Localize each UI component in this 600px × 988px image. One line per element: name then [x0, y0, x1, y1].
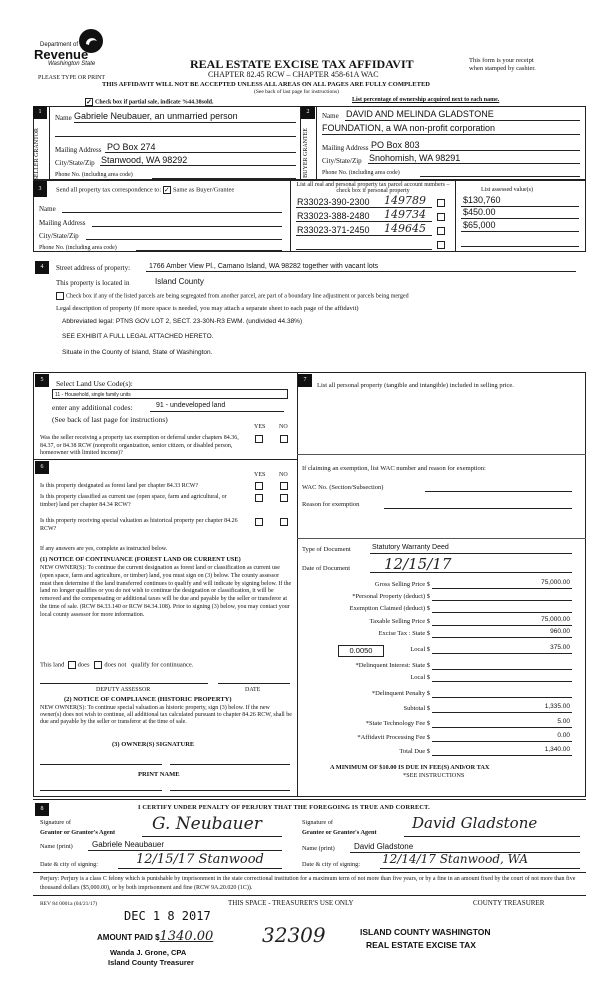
corr-phone-label: Phone No. (including area code) — [39, 245, 117, 251]
amount-value[interactable]: 5.00 — [557, 718, 570, 725]
personal-property-checkbox[interactable] — [437, 241, 445, 249]
seller-mailing-label: Mailing Address — [55, 146, 102, 154]
reason-field[interactable] — [384, 508, 572, 509]
historic-question: Is this property receiving special valuation as historical property per chapter 84.26 RCW? — [40, 518, 238, 532]
additional-codes-label: enter any additional codes: — [52, 403, 133, 412]
grantee-date-city[interactable]: 12/14/17 Stanwood, WA — [382, 852, 529, 866]
current-use-no-checkbox[interactable] — [280, 494, 288, 502]
local-rate[interactable]: 0.0050 — [338, 645, 384, 657]
owner-print-name-1[interactable] — [40, 790, 162, 791]
stamp-tax: REAL ESTATE EXCISE TAX — [366, 940, 476, 950]
located-label: This property is located in — [56, 279, 130, 287]
no-header: NO — [279, 424, 288, 430]
exemption-no-checkbox[interactable] — [280, 435, 288, 443]
section-1-number: 1 — [33, 106, 47, 119]
amount-value[interactable]: 375.00 — [550, 644, 570, 651]
buyer-name-line1[interactable]: DAVID AND MELINDA GLADSTONE — [346, 109, 494, 119]
amount-label: *State Technology Fee $ — [365, 720, 430, 727]
notice-continuance-title: (1) NOTICE OF CONTINUANCE (FOREST LAND OR CURRENT USE) — [40, 556, 241, 563]
land-use-label: Select Land Use Code(s): — [56, 379, 133, 388]
continuance-options: This land does does not qualify for continuance. — [40, 661, 194, 669]
grantee-name[interactable]: David Gladstone — [354, 842, 414, 851]
doc-date-label: Date of Document — [302, 565, 351, 572]
street-address[interactable]: 1766 Amber View Pl., Camano Island, WA 98282 together with vacant lots — [149, 263, 379, 270]
seller-city-label: City/State/Zip — [55, 159, 95, 167]
form-title: REAL ESTATE EXCISE TAX AFFIDAVIT — [190, 57, 414, 71]
form-number: REV 84 0001a (04/21/17) — [40, 901, 98, 907]
stamp-treasurer-name: Wanda J. Grone, CPA — [110, 948, 187, 957]
personal-property-checkbox[interactable] — [437, 227, 445, 235]
does-not-checkbox[interactable] — [94, 661, 102, 669]
section-7-number: 7 — [298, 374, 312, 387]
stamp-amount: AMOUNT PAID $1340.00 — [97, 929, 214, 944]
assessed-value[interactable]: $450.00 — [463, 207, 496, 217]
parcel-handwritten: 149734 — [384, 208, 426, 221]
grantee-sig-label-1: Signature of — [302, 819, 333, 826]
receipt-note-1: This form is your receipt — [469, 57, 534, 64]
exemption-question: Was the seller receiving a property tax exemption or deferral under chapters 84.36, 84.37, or 84.38 RCW (nonprofit organization, senior citizen, or disabled person, homeowner with limited income)? — [40, 435, 239, 456]
assessor-date-label: DATE — [245, 687, 261, 693]
buyer-mailing-label: Mailing Address — [322, 144, 369, 152]
type-or-print: PLEASE TYPE OR PRINT — [38, 75, 106, 81]
parcel-handwritten: 149789 — [384, 194, 426, 207]
wac-label: WAC No. (Section/Subsection) — [302, 484, 384, 491]
seller-name-label: Name — [55, 114, 72, 122]
parcel-handwritten: 149645 — [384, 222, 426, 235]
personal-property-label: List all personal property (tangible and intangible) included in selling price. — [317, 382, 514, 389]
amount-value[interactable]: 1,340.00 — [544, 746, 570, 753]
amount-label: Exemption Claimed (deduct) $ — [349, 605, 430, 612]
seller-mailing[interactable]: PO Box 274 — [107, 142, 156, 152]
corr-city-label: City/State/Zip — [39, 232, 79, 240]
agency-line1: Department of — [40, 42, 79, 48]
section-2-number: 2 — [301, 106, 315, 119]
see-instructions-note: *SEE INSTRUCTIONS — [403, 772, 465, 779]
deputy-assessor-label: DEPUTY ASSESSOR — [96, 687, 151, 693]
amount-value[interactable]: 960.00 — [550, 628, 570, 635]
no-header: NO — [279, 472, 288, 478]
receipt-number: 32309 — [262, 923, 326, 947]
stamp-county: ISLAND COUNTY WASHINGTON — [360, 927, 491, 937]
forest-land-question: Is this property designated as forest land per chapter 84.33 RCW? — [40, 483, 199, 489]
corr-city-field[interactable] — [86, 239, 282, 240]
amount-value[interactable]: 0.00 — [557, 732, 570, 739]
grantee-sig-label-2: Grantee or Grantee's Agent — [302, 829, 377, 836]
stamp-treasurer-title: Island County Treasurer — [108, 958, 194, 967]
additional-codes[interactable]: 91 - undeveloped land — [156, 402, 226, 409]
buyer-phone-label: Phone No. (including area code) — [322, 170, 400, 176]
street-label: Street address of property: — [56, 264, 131, 272]
grantee-date-label: Date & city of signing: — [302, 861, 361, 868]
parcel-number[interactable]: R33023-371-2450 — [297, 225, 370, 235]
amount-label: Taxable Selling Price $ — [369, 618, 430, 625]
grantor-name-label: Name (print) — [40, 843, 73, 850]
grantor-date-label: Date & city of signing: — [40, 861, 99, 868]
yes-header: YES — [254, 424, 266, 430]
buyer-name-label: Name — [322, 112, 339, 120]
send-correspondence: Send all property tax correspondence to: ✓ Same as Buyer/Grantee — [56, 186, 235, 194]
section-8-number: 8 — [35, 803, 49, 816]
corr-mailing-label: Mailing Address — [39, 219, 86, 227]
instructions-note: (See back of last page for instructions) — [254, 89, 339, 95]
amount-label: Gross Selling Price $ — [374, 581, 430, 588]
corr-name-field[interactable] — [62, 212, 282, 213]
notice-compliance-text: NEW OWNER(S): To continue special valuation as historic property, sign (3) below. If the new owner(s) does not wish to continue, all additional tax calculated pursuant to chapter 84.26 RCW, shall be due and payable by the seller or transferor at the time of sale. — [40, 705, 292, 726]
owner-print-name-2[interactable] — [170, 790, 290, 791]
partial-sale-percent[interactable]: 44.38 — [188, 99, 202, 106]
warning: THIS AFFIDAVIT WILL NOT BE ACCEPTED UNLESS ALL AREAS ON ALL PAGES ARE FULLY COMPLETED — [102, 81, 430, 88]
chapter-line: CHAPTER 82.45 RCW – CHAPTER 458-61A WAC — [208, 70, 379, 79]
historic-no-checkbox[interactable] — [280, 518, 288, 526]
buyer-city-label: City/State/Zip — [322, 157, 362, 165]
partial-sale: ✓ Check box if partial sale, indicate %44.38sold. — [86, 98, 214, 106]
ownership-note: List percentage of ownership acquired next to each name. — [352, 97, 500, 103]
historic-yes-checkbox[interactable] — [255, 518, 263, 526]
amount-label: *Personal Property (deduct) $ — [352, 593, 430, 600]
amount-label: *Delinquent Interest: State $ — [355, 662, 430, 669]
parcel-number[interactable]: R33023-390-2300 — [297, 197, 370, 207]
same-as-buyer-checkbox[interactable]: ✓ — [163, 186, 170, 194]
reason-label: Reason for exemption — [302, 501, 360, 508]
abbreviated-legal: Abbreviated legal: PTNS GOV LOT 2, SECT. 23-30N-R3 EWM. (undivided 44.38%) — [62, 318, 303, 325]
land-use-select[interactable]: 11 - Household, single family units — [52, 389, 288, 399]
notice-continuance-text: NEW OWNER(S): To continue the current designation as forest land or classification as current use (open space, farm and agriculture, or timber) land, you must sign on (3) below. The county assessor must then determine if the land transferred continues to qualify and will indicate by signing below. If the land no longer qualifies or you do not wish to continue the designation or classification, it will be removed and the compensating or additional taxes will be due and payable by the seller or transferor at the time of sale. (RCW 84.33.140 or RCW 84.34.108). Prior to signing (3) below, you may contact your local county assessor for more information. — [40, 565, 292, 618]
seller-side-label: SELLER GRANTOR — [34, 128, 40, 181]
amount-value[interactable]: 75,000.00 — [541, 579, 570, 586]
owner-signature-label: (3) OWNER(S) SIGNATURE — [112, 741, 195, 748]
grantee-name-label: Name (print) — [302, 845, 335, 852]
stamp-date: DEC 1 8 2017 — [124, 909, 211, 923]
section-4-number: 4 — [35, 261, 49, 274]
grantee-signature[interactable]: David Gladstone — [412, 814, 538, 832]
assessed-header: List assessed value(s) — [481, 187, 533, 193]
treasurer-use-label: THIS SPACE - TREASURER'S USE ONLY — [228, 899, 354, 907]
parcel-number[interactable]: R33023-388-2480 — [297, 211, 370, 221]
section-3-number: 3 — [33, 181, 47, 197]
amount-value[interactable]: 1,335.00 — [544, 703, 570, 710]
assessed-value[interactable]: $65,000 — [463, 220, 496, 230]
corr-mailing-field[interactable] — [92, 226, 282, 227]
assessed-value[interactable]: $130,760 — [463, 195, 501, 205]
grantor-sig-label-1: Signature of — [40, 819, 71, 826]
situate-note: Situate in the County of Island, State of Washington. — [62, 349, 213, 356]
certify-statement: I CERTIFY UNDER PENALTY OF PERJURY THAT THE FOREGOING IS TRUE AND CORRECT. — [138, 804, 430, 811]
wac-field[interactable] — [425, 491, 572, 492]
parcel-header: List all real and personal property tax parcel account numbers – check box if personal property — [296, 182, 450, 194]
amount-label: *Delinquent Penalty $ — [371, 690, 430, 697]
exemption-label: If claiming an exemption, list WAC number and reason for exemption: — [302, 465, 486, 472]
yes-header: YES — [254, 472, 266, 478]
segregated-checkbox[interactable] — [56, 292, 64, 300]
personal-property-checkbox[interactable] — [437, 213, 445, 221]
forest-no-checkbox[interactable] — [280, 482, 288, 490]
seller-name[interactable]: Gabriele Neubauer, an unmarried person — [74, 111, 238, 121]
if-yes-note: If any answers are yes, complete as instructed below. — [40, 546, 168, 552]
partial-sale-checkbox[interactable]: ✓ — [86, 98, 92, 106]
does-checkbox[interactable] — [68, 661, 76, 669]
exemption-yes-checkbox[interactable] — [255, 435, 263, 443]
print-name-label: PRINT NAME — [138, 771, 180, 778]
owner-signature-field-2[interactable] — [170, 764, 290, 765]
seller-phone-label: Phone No. (including area code) — [55, 172, 133, 178]
county-treasurer-label: COUNTY TREASURER — [473, 899, 545, 907]
amount-label: Excise Tax : State $ — [378, 630, 430, 637]
grantor-date-city[interactable]: 12/15/17 Stanwood — [136, 852, 264, 867]
segregated-option: Check box if any of the listed parcels are being segregated from another parcel, are part of a boundary line adjustment or parcels being merged — [56, 292, 409, 300]
doc-type-label: Type of Document — [302, 546, 351, 553]
doc-type[interactable]: Statutory Warranty Deed — [372, 544, 449, 551]
current-use-yes-checkbox[interactable] — [255, 494, 263, 502]
receipt-note-2: when stamped by cashier. — [469, 65, 536, 72]
owner-signature-field-1[interactable] — [40, 764, 162, 765]
amount-label: Subtotal $ — [403, 705, 430, 712]
section-5-number: 5 — [35, 374, 49, 387]
see-back-note: (See back of last page for instructions) — [52, 415, 168, 424]
amount-label: Total Due $ — [399, 748, 430, 755]
amount-value[interactable]: 75,000.00 — [541, 616, 570, 623]
amount-label: *Affidavit Processing Fee $ — [357, 734, 430, 741]
grantor-sig-label-2: Grantor or Grantor's Agent — [40, 829, 116, 836]
notice-compliance-title: (2) NOTICE OF COMPLIANCE (HISTORIC PROPERTY) — [64, 696, 232, 703]
buyer-city[interactable]: Snohomish, WA 98291 — [369, 153, 461, 163]
county[interactable]: Island County — [155, 277, 204, 286]
grantor-name[interactable]: Gabriele Neaubauer — [92, 840, 165, 849]
amount-label: Local $ — [410, 674, 430, 681]
current-use-question: Is this property classified as current use (open space, farm and agricultural, or timber) land per chapter 84.34 RCW? — [40, 494, 227, 508]
minimum-note: A MINIMUM OF $10.00 IS DUE IN FEE(S) AND/OR TAX — [330, 764, 490, 771]
agency-line2: Revenue — [34, 47, 89, 62]
corr-name-label: Name — [39, 205, 56, 213]
section-6-number: 6 — [35, 461, 49, 474]
legal-label: Legal description of property (if more space is needed, you may attach a separate sheet to each page of the affidavit) — [56, 305, 359, 312]
doc-date[interactable]: 12/15/17 — [384, 555, 452, 573]
buyer-name-line2[interactable]: FOUNDATION, a WA non-profit corporation — [322, 123, 496, 133]
grantor-signature[interactable]: G. Neubauer — [152, 814, 262, 834]
buyer-mailing[interactable]: PO Box 803 — [371, 140, 420, 150]
exhibit-note: SEE EXHIBIT A FULL LEGAL ATTACHED HERETO. — [62, 333, 214, 340]
agency-line3: Washington State — [48, 61, 96, 67]
seller-city[interactable]: Stanwood, WA 98292 — [101, 155, 188, 165]
forest-yes-checkbox[interactable] — [255, 482, 263, 490]
personal-property-checkbox[interactable] — [437, 199, 445, 207]
buyer-side-label: BUYER GRANTEE — [303, 128, 309, 178]
perjury-notice: Perjury: Perjury is a class C felony which is punishable by imprisonment in the state correctional institution for a maximum term of not more than five years, or by a fine in an amount fixed by the court of not more than five thousand dollars ($5,000.00), or by both imprisonment and fine (RCW 9A.20.020 (1C)). — [40, 876, 576, 891]
amount-label: Local $ — [410, 646, 430, 653]
